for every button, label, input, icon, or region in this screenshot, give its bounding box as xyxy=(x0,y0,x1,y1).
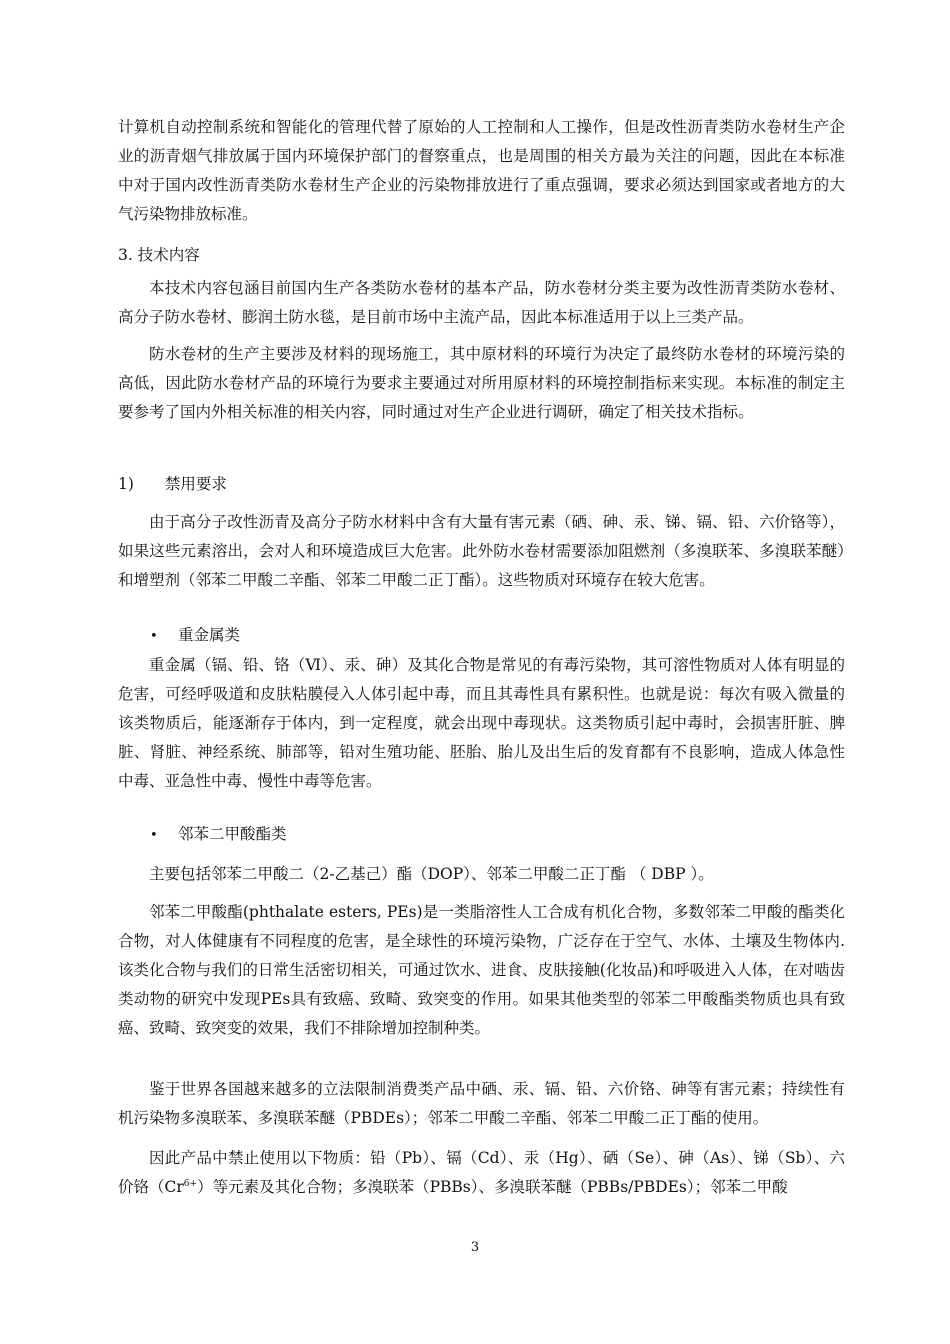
bullet-heavy-metals-label: 重金属类 xyxy=(178,626,241,644)
paragraph-intro-continued: 计算机自动控制系统和智能化的管理代替了原始的人工控制和人工操作，但是改性沥青类防水卷材生产企业的沥青烟气排放属于国内环境保护部门的督察重点，也是周围的相关方最为关注的问题，因此在本标准中对于国内改性沥青类防水卷材生产企业的污染物排放进行了重点强调，要求必须达到国家或者地方的大气污染物排放标准。 xyxy=(118,118,845,223)
prohibited-substances-text-continued: ）等元素及其化合物；多溴联苯（PBBs）、多溴联苯醚（PBBs/PBDEs）；邻苯二甲酸 xyxy=(197,1178,788,1196)
paragraph-environmental-behavior: 防水卷材的生产主要涉及材料的现场施工，其中原材料的环境行为决定了最终防水卷材的环境污染的高低，因此防水卷材产品的环境行为要求主要通过对所用原材料的环境控制指标来实现。本标准的制定主要参考了国内外相关标准的相关内容，同时通过对生产企业进行调研，确定了相关技术指标。 xyxy=(118,345,845,421)
subheading-prohibited-requirements: 1) 禁用要求 xyxy=(118,475,227,493)
bullet-icon: • xyxy=(150,629,158,644)
paragraph-prohibited-substances xyxy=(118,1144,845,1202)
bullet-phthalates-label: 邻苯二甲酸酯类 xyxy=(178,825,287,843)
page-number: 3 xyxy=(470,1240,480,1255)
bullet-icon: • xyxy=(150,828,158,843)
bullet-heavy-metals xyxy=(150,621,240,651)
section-heading-technical-content: 3. 技术内容 xyxy=(118,246,200,264)
paragraph-hazardous-elements: 由于高分子改性沥青及高分子防水材料中含有大量有害元素（硒、砷、汞、锑、镉、铅、六价铬等），如果这些元素溶出，会对人和环境造成巨大危害。此外防水卷材需要添加阻燃剂（多溴联苯、多溴联苯醚）和增塑剂（邻苯二甲酸二辛酯、邻苯二甲酸二正丁酯）。这些物质对环境存在较大危害。 xyxy=(118,513,845,589)
paragraph-phthalate-esters: 邻苯二甲酸酯(phthalate esters, PEs)是一类脂溶性人工合成有机化合物，多数邻苯二甲酸的酯类化合物，对人体健康有不同程度的危害，是全球性的环境污染物，广泛存在于空气、水体、土壤及生物体内. 该类化合物与我们的日常生活密切相关，可通过饮水、进食、皮肤接触(化妆品)和呼吸进入人体，在对啮齿类动物的研究中发现PEs具有致癌、致畸、致突变的作用。如果其他类型的邻苯二甲酸酯类物质也具有致癌、致畸、致突变的效果，我们不排除增加控制种类。 xyxy=(118,903,845,1037)
prohibited-substances-text: 因此产品中禁止使用以下物质：铅（Pb）、镉（Cd）、汞（Hg）、硒（Se）、砷（As）、锑（Sb）、六价铬（Cr xyxy=(118,1149,845,1196)
paragraph-phthalate-types: 主要包括邻苯二甲酸二（2-乙基己）酯（DOP）、邻苯二甲酸二正丁酯 （ DBP ）。 xyxy=(149,865,714,883)
paragraph-heavy-metals: 重金属（镉、铅、铬（Ⅵ）、汞、砷）及其化合物是常见的有毒污染物，其可溶性物质对人体有明显的危害，可经呼吸道和皮肤粘膜侵入人体引起中毒，而且其毒性具有累积性。也就是说：每次有吸入微量的该类物质后，能逐渐存于体内，到一定程度，就会出现中毒现状。这类物质引起中毒时，会损害肝脏、脾脏、肾脏、神经系统、肺部等，铅对生殖功能、胚胎、胎儿及出生后的发育都有不良影响，造成人体急性中毒、亚急性中毒、慢性中毒等危害。 xyxy=(118,656,845,790)
bullet-phthalates xyxy=(150,820,287,850)
paragraph-legislation: 鉴于世界各国越来越多的立法限制消费类产品中硒、汞、镉、铅、六价铬、砷等有害元素；持续性有机污染物多溴联苯、多溴联苯醚（PBDEs）；邻苯二甲酸二辛酯、邻苯二甲酸二正丁酯的使用。 xyxy=(118,1080,845,1127)
chromium-superscript: 6+ xyxy=(183,1178,198,1189)
paragraph-scope: 本技术内容包涵目前国内生产各类防水卷材的基本产品，防水卷材分类主要为改性沥青类防水卷材、高分子防水卷材、膨润土防水毯，是目前市场中主流产品，因此本标准适用于以上三类产品。 xyxy=(118,279,845,326)
